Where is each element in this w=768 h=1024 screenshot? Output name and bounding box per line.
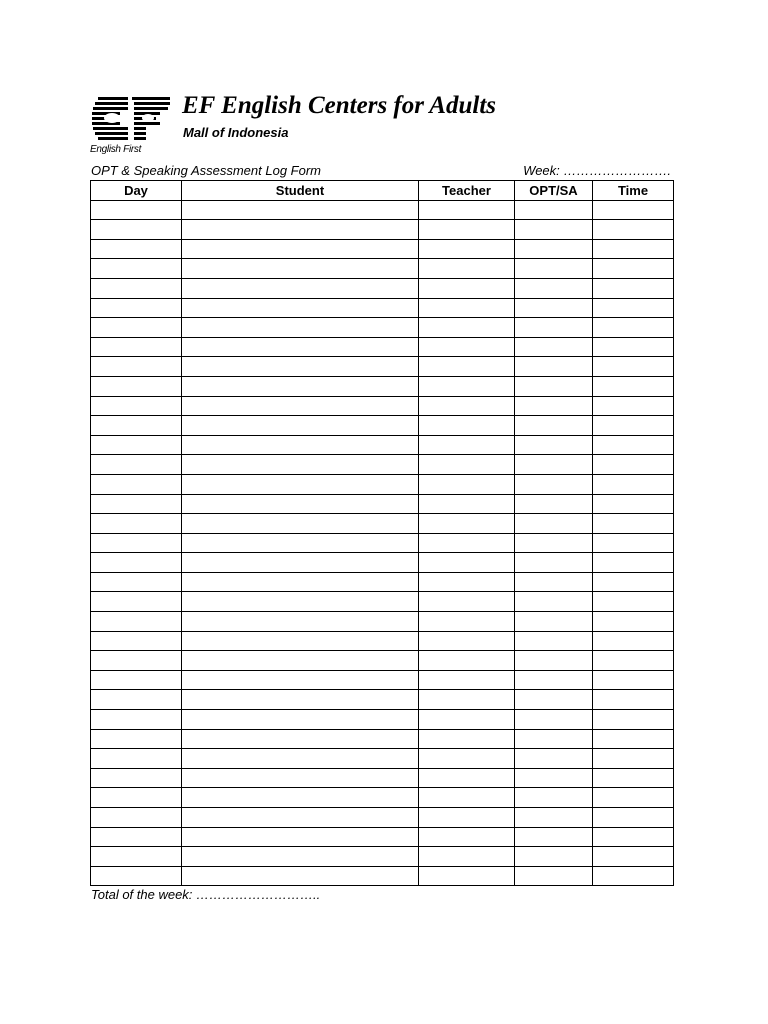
cell-opt-sa[interactable] — [515, 259, 593, 279]
cell-teacher[interactable] — [419, 220, 515, 240]
cell-teacher[interactable] — [419, 396, 515, 416]
cell-time[interactable] — [593, 220, 674, 240]
cell-time[interactable] — [593, 239, 674, 259]
cell-day[interactable] — [91, 533, 182, 553]
cell-time[interactable] — [593, 729, 674, 749]
table-row — [91, 788, 674, 808]
cell-day[interactable] — [91, 239, 182, 259]
table-row — [91, 298, 674, 318]
cell-time[interactable] — [593, 592, 674, 612]
cell-student[interactable] — [182, 474, 419, 494]
cell-teacher[interactable] — [419, 553, 515, 573]
cell-time[interactable] — [593, 690, 674, 710]
cell-student[interactable] — [182, 376, 419, 396]
table-row — [91, 749, 674, 769]
cell-day[interactable] — [91, 592, 182, 612]
cell-student[interactable] — [182, 533, 419, 553]
cell-student[interactable] — [182, 435, 419, 455]
cell-opt-sa[interactable] — [515, 318, 593, 338]
form-title: OPT & Speaking Assessment Log Form — [91, 163, 322, 178]
cell-opt-sa[interactable] — [515, 376, 593, 396]
cell-student[interactable] — [182, 690, 419, 710]
cell-time[interactable] — [593, 494, 674, 514]
cell-student[interactable] — [182, 553, 419, 573]
cell-day[interactable] — [91, 612, 182, 632]
table-row — [91, 553, 674, 573]
log-table-body — [91, 200, 674, 886]
cell-day[interactable] — [91, 259, 182, 279]
cell-student[interactable] — [182, 592, 419, 612]
cell-teacher[interactable] — [419, 494, 515, 514]
column-header-teacher: Teacher — [419, 181, 515, 201]
cell-student[interactable] — [182, 631, 419, 651]
cell-time[interactable] — [593, 376, 674, 396]
cell-time[interactable] — [593, 788, 674, 808]
table-row — [91, 318, 674, 338]
cell-day[interactable] — [91, 474, 182, 494]
ef-logo-mark — [90, 95, 174, 143]
cell-opt-sa[interactable] — [515, 435, 593, 455]
table-row — [91, 651, 674, 671]
cell-student[interactable] — [182, 651, 419, 671]
cell-day[interactable] — [91, 494, 182, 514]
cell-teacher[interactable] — [419, 808, 515, 828]
table-row — [91, 670, 674, 690]
cell-teacher[interactable] — [419, 690, 515, 710]
cell-student[interactable] — [182, 337, 419, 357]
cell-teacher[interactable] — [419, 866, 515, 886]
cell-student[interactable] — [182, 278, 419, 298]
cell-student[interactable] — [182, 220, 419, 240]
cell-teacher[interactable] — [419, 670, 515, 690]
cell-student[interactable] — [182, 749, 419, 769]
table-header-row — [91, 181, 674, 201]
cell-teacher[interactable] — [419, 729, 515, 749]
weekly-total-field: Total of the week: ……………………….. — [91, 887, 321, 902]
column-header-time: Time — [593, 181, 674, 201]
cell-time[interactable] — [593, 474, 674, 494]
cell-time[interactable] — [593, 670, 674, 690]
cell-student[interactable] — [182, 866, 419, 886]
table-row — [91, 729, 674, 749]
cell-time[interactable] — [593, 259, 674, 279]
cell-teacher[interactable] — [419, 259, 515, 279]
table-row — [91, 200, 674, 220]
cell-teacher[interactable] — [419, 749, 515, 769]
cell-day[interactable] — [91, 278, 182, 298]
cell-student[interactable] — [182, 298, 419, 318]
cell-teacher[interactable] — [419, 318, 515, 338]
cell-day[interactable] — [91, 827, 182, 847]
cell-opt-sa[interactable] — [515, 651, 593, 671]
cell-time[interactable] — [593, 396, 674, 416]
cell-student[interactable] — [182, 318, 419, 338]
cell-day[interactable] — [91, 866, 182, 886]
cell-day[interactable] — [91, 710, 182, 730]
cell-time[interactable] — [593, 710, 674, 730]
cell-day[interactable] — [91, 631, 182, 651]
cell-student[interactable] — [182, 514, 419, 534]
cell-time[interactable] — [593, 278, 674, 298]
cell-student[interactable] — [182, 416, 419, 436]
cell-teacher[interactable] — [419, 514, 515, 534]
table-row — [91, 416, 674, 436]
cell-student[interactable] — [182, 357, 419, 377]
table-row — [91, 827, 674, 847]
cell-opt-sa[interactable] — [515, 631, 593, 651]
cell-opt-sa[interactable] — [515, 220, 593, 240]
table-row — [91, 435, 674, 455]
cell-student[interactable] — [182, 827, 419, 847]
cell-student[interactable] — [182, 729, 419, 749]
cell-student[interactable] — [182, 612, 419, 632]
cell-time[interactable] — [593, 553, 674, 573]
table-row — [91, 396, 674, 416]
cell-time[interactable] — [593, 533, 674, 553]
cell-teacher[interactable] — [419, 376, 515, 396]
table-row — [91, 220, 674, 240]
cell-teacher[interactable] — [419, 710, 515, 730]
cell-opt-sa[interactable] — [515, 239, 593, 259]
cell-opt-sa[interactable] — [515, 572, 593, 592]
cell-opt-sa[interactable] — [515, 200, 593, 220]
cell-time[interactable] — [593, 514, 674, 534]
cell-opt-sa[interactable] — [515, 592, 593, 612]
cell-student[interactable] — [182, 200, 419, 220]
cell-opt-sa[interactable] — [515, 749, 593, 769]
table-row — [91, 514, 674, 534]
cell-teacher[interactable] — [419, 416, 515, 436]
cell-teacher[interactable] — [419, 827, 515, 847]
cell-day[interactable] — [91, 670, 182, 690]
cell-time[interactable] — [593, 847, 674, 867]
cell-teacher[interactable] — [419, 788, 515, 808]
table-row — [91, 337, 674, 357]
cell-opt-sa[interactable] — [515, 788, 593, 808]
cell-opt-sa[interactable] — [515, 866, 593, 886]
cell-day[interactable] — [91, 298, 182, 318]
cell-opt-sa[interactable] — [515, 612, 593, 632]
column-header-day: Day — [91, 181, 182, 201]
cell-opt-sa[interactable] — [515, 670, 593, 690]
table-row — [91, 357, 674, 377]
table-row — [91, 533, 674, 553]
cell-time[interactable] — [593, 808, 674, 828]
cell-student[interactable] — [182, 768, 419, 788]
cell-opt-sa[interactable] — [515, 298, 593, 318]
cell-teacher[interactable] — [419, 651, 515, 671]
table-row — [91, 592, 674, 612]
table-row — [91, 494, 674, 514]
cell-day[interactable] — [91, 808, 182, 828]
cell-teacher[interactable] — [419, 592, 515, 612]
ef-logo — [90, 95, 174, 157]
cell-time[interactable] — [593, 200, 674, 220]
cell-opt-sa[interactable] — [515, 357, 593, 377]
table-row — [91, 631, 674, 651]
cell-opt-sa[interactable] — [515, 729, 593, 749]
cell-day[interactable] — [91, 847, 182, 867]
cell-day[interactable] — [91, 376, 182, 396]
table-row — [91, 866, 674, 886]
cell-opt-sa[interactable] — [515, 768, 593, 788]
cell-student[interactable] — [182, 259, 419, 279]
cell-time[interactable] — [593, 631, 674, 651]
branch-name: Mall of Indonesia — [183, 125, 289, 140]
cell-student[interactable] — [182, 670, 419, 690]
cell-teacher[interactable] — [419, 239, 515, 259]
cell-teacher[interactable] — [419, 474, 515, 494]
cell-time[interactable] — [593, 866, 674, 886]
table-row — [91, 710, 674, 730]
cell-teacher[interactable] — [419, 612, 515, 632]
table-row — [91, 239, 674, 259]
cell-opt-sa[interactable] — [515, 416, 593, 436]
table-row — [91, 690, 674, 710]
cell-teacher[interactable] — [419, 455, 515, 475]
cell-student[interactable] — [182, 710, 419, 730]
table-row — [91, 376, 674, 396]
cell-day[interactable] — [91, 220, 182, 240]
table-row — [91, 768, 674, 788]
cell-day[interactable] — [91, 729, 182, 749]
logo-caption: English First — [90, 144, 142, 155]
table-row — [91, 808, 674, 828]
cell-teacher[interactable] — [419, 631, 515, 651]
cell-day[interactable] — [91, 553, 182, 573]
column-header-opt-sa: OPT/SA — [515, 181, 593, 201]
cell-teacher[interactable] — [419, 572, 515, 592]
cell-day[interactable] — [91, 200, 182, 220]
cell-opt-sa[interactable] — [515, 533, 593, 553]
cell-opt-sa[interactable] — [515, 847, 593, 867]
cell-time[interactable] — [593, 651, 674, 671]
cell-opt-sa[interactable] — [515, 553, 593, 573]
table-row — [91, 612, 674, 632]
table-row — [91, 455, 674, 475]
cell-day[interactable] — [91, 651, 182, 671]
cell-day[interactable] — [91, 455, 182, 475]
cell-time[interactable] — [593, 572, 674, 592]
cell-time[interactable] — [593, 318, 674, 338]
cell-opt-sa[interactable] — [515, 827, 593, 847]
cell-teacher[interactable] — [419, 278, 515, 298]
cell-day[interactable] — [91, 396, 182, 416]
cell-teacher[interactable] — [419, 768, 515, 788]
table-row — [91, 474, 674, 494]
cell-opt-sa[interactable] — [515, 278, 593, 298]
cell-student[interactable] — [182, 239, 419, 259]
cell-student[interactable] — [182, 572, 419, 592]
cell-time[interactable] — [593, 416, 674, 436]
cell-day[interactable] — [91, 357, 182, 377]
cell-day[interactable] — [91, 572, 182, 592]
cell-time[interactable] — [593, 455, 674, 475]
cell-student[interactable] — [182, 788, 419, 808]
table-row — [91, 847, 674, 867]
cell-time[interactable] — [593, 768, 674, 788]
cell-day[interactable] — [91, 337, 182, 357]
cell-day[interactable] — [91, 788, 182, 808]
table-row — [91, 278, 674, 298]
cell-teacher[interactable] — [419, 533, 515, 553]
cell-time[interactable] — [593, 337, 674, 357]
week-field: Week: ……………………. — [523, 163, 671, 178]
cell-opt-sa[interactable] — [515, 710, 593, 730]
cell-student[interactable] — [182, 847, 419, 867]
cell-time[interactable] — [593, 749, 674, 769]
cell-opt-sa[interactable] — [515, 808, 593, 828]
table-row — [91, 572, 674, 592]
cell-teacher[interactable] — [419, 298, 515, 318]
cell-teacher[interactable] — [419, 435, 515, 455]
table-row — [91, 259, 674, 279]
cell-opt-sa[interactable] — [515, 337, 593, 357]
cell-day[interactable] — [91, 768, 182, 788]
cell-opt-sa[interactable] — [515, 455, 593, 475]
cell-day[interactable] — [91, 318, 182, 338]
cell-time[interactable] — [593, 827, 674, 847]
cell-student[interactable] — [182, 396, 419, 416]
column-header-student: Student — [182, 181, 419, 201]
cell-day[interactable] — [91, 416, 182, 436]
cell-opt-sa[interactable] — [515, 690, 593, 710]
cell-day[interactable] — [91, 749, 182, 769]
cell-student[interactable] — [182, 455, 419, 475]
cell-day[interactable] — [91, 690, 182, 710]
cell-student[interactable] — [182, 494, 419, 514]
cell-opt-sa[interactable] — [515, 514, 593, 534]
cell-teacher[interactable] — [419, 200, 515, 220]
cell-time[interactable] — [593, 612, 674, 632]
cell-day[interactable] — [91, 435, 182, 455]
cell-teacher[interactable] — [419, 357, 515, 377]
cell-student[interactable] — [182, 808, 419, 828]
cell-opt-sa[interactable] — [515, 396, 593, 416]
cell-opt-sa[interactable] — [515, 494, 593, 514]
cell-opt-sa[interactable] — [515, 474, 593, 494]
cell-time[interactable] — [593, 435, 674, 455]
log-table — [90, 180, 674, 886]
cell-time[interactable] — [593, 357, 674, 377]
cell-teacher[interactable] — [419, 337, 515, 357]
cell-time[interactable] — [593, 298, 674, 318]
cell-teacher[interactable] — [419, 847, 515, 867]
organization-title: EF English Centers for Adults — [182, 92, 497, 119]
cell-day[interactable] — [91, 514, 182, 534]
